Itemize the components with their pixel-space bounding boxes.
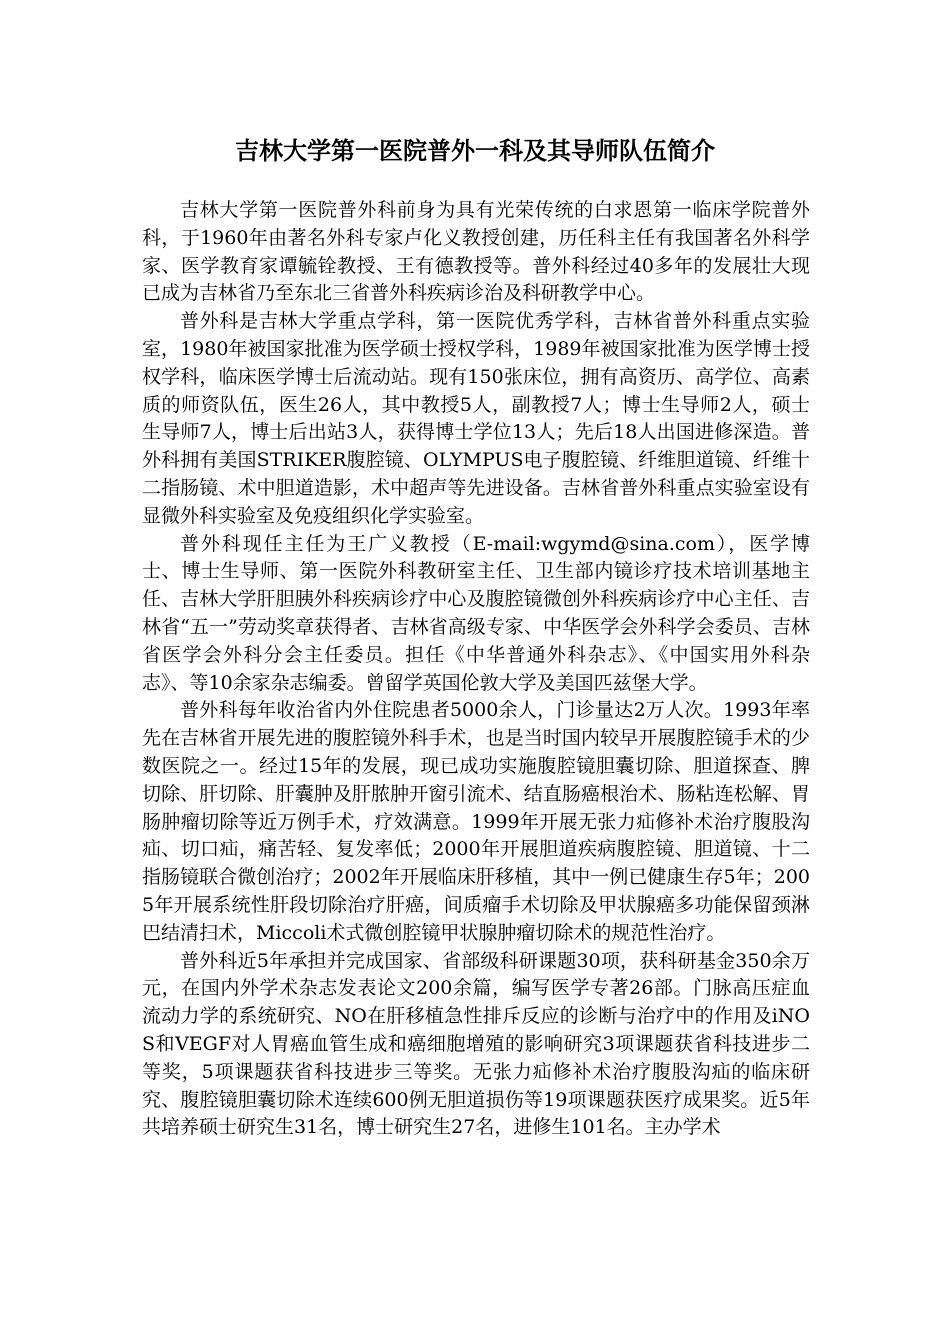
document-body — [142, 197, 810, 1142]
paragraph-history: 吉林大学第一医院普外科前身为具有光荣传统的白求恩第一临床学院普外科，于1960年由著名外科专家卢化义教授创建，历任科主任有我国著名外科学家、医学教育家谭毓铨教授、王有德教授等。普外科经过40多年的发展壮大现已成为吉林省乃至东北三省普外科疾病诊治及科研教学中心。 — [142, 199, 810, 305]
paragraph-director: 普外科现任主任为王广义教授（E-mail:wgymd@sina.com），医学博士、博士生导师、第一医院外科教研室主任、卫生部内镜诊疗技术培训基地主任、吉林大学肝胆胰外科疾病诊疗中心及腹腔镜微创外科疾病诊疗中心主任、吉林省“五一”劳动奖章获得者、吉林省高级专家、中华医学会外科学会委员、吉林省医学会外科分会主任委员。担任《中华普通外科杂志》、《中国实用外科杂志》、等10余家杂志编委。曾留学英国伦敦大学及美国匹兹堡大学。 — [142, 532, 810, 694]
paragraph-discipline: 普外科是吉林大学重点学科，第一医院优秀学科，吉林省普外科重点实验室，1980年被国家批准为医学硕士授权学科，1989年被国家批准为医学博士授权学科，临床医学博士后流动站。现有150张床位，拥有高资历、高学位、高素质的师资队伍，医生26人，其中教授5人，副教授7人；博士生导师2人，硕士生导师7人，博士后出站3人，获得博士学位13人；先后18人出国进修深造。普外科拥有美国STRIKER腹腔镜、OLYMPUS电子腹腔镜、纤维胆道镜、纤维十二指肠镜、术中胆道造影，术中超声等先进设备。吉林省普外科重点实验室设有显微外科实验室及免疫组织化学实验室。 — [142, 310, 810, 527]
paragraph-research: 普外科近5年承担并完成国家、省部级科研课题30项，获科研基金350余万元，在国内外学术杂志发表论文200余篇，编写医学专著26部。门脉高压症血流动力学的系统研究、NO在肝移植急性排斥反应的诊断与治疗中的作用及iNOS和VEGF对人胃癌血管生成和癌细胞增殖的影响研究3项课题获省科技进步二等奖，5项课题获省科技进步三等奖。无张力疝修补术治疗腹股沟疝的临床研究、腹腔镜胆囊切除术连续600例无胆道损伤等19项课题获医疗成果奖。近5年共培养硕士研究生31名，博士研究生27名，进修生101名。主办学术 — [142, 949, 810, 1139]
document-title: 吉林大学第一医院普外一科及其导师队伍简介 — [235, 136, 715, 165]
paragraph-clinical: 普外科每年收治省内外住院患者5000余人，门诊量达2万人次。1993年率先在吉林省开展先进的腹腔镜外科手术，也是当时国内较早开展腹腔镜手术的少数医院之一。经过15年的发展，现已成功实施腹腔镜胆囊切除、胆道探查、脾切除、肝切除、肝囊肿及肝脓肿开窗引流术、结直肠癌根治术、肠粘连松解、胃肠肿瘤切除等近万例手术，疗效满意。1999年开展无张力疝修补术治疗腹股沟疝、切口疝，痛苦轻、复发率低；2000年开展胆道疾病腹腔镜、胆道镜、十二指肠镜联合微创治疗；2002年开展临床肝移植，其中一例已健康生存5年；2005年开展系统性肝段切除治疗肝癌，间质瘤手术切除及甲状腺癌多功能保留颈淋巴结清扫术，Miccoli术式微创腔镜甲状腺肿瘤切除术的规范性治疗。 — [142, 699, 810, 944]
